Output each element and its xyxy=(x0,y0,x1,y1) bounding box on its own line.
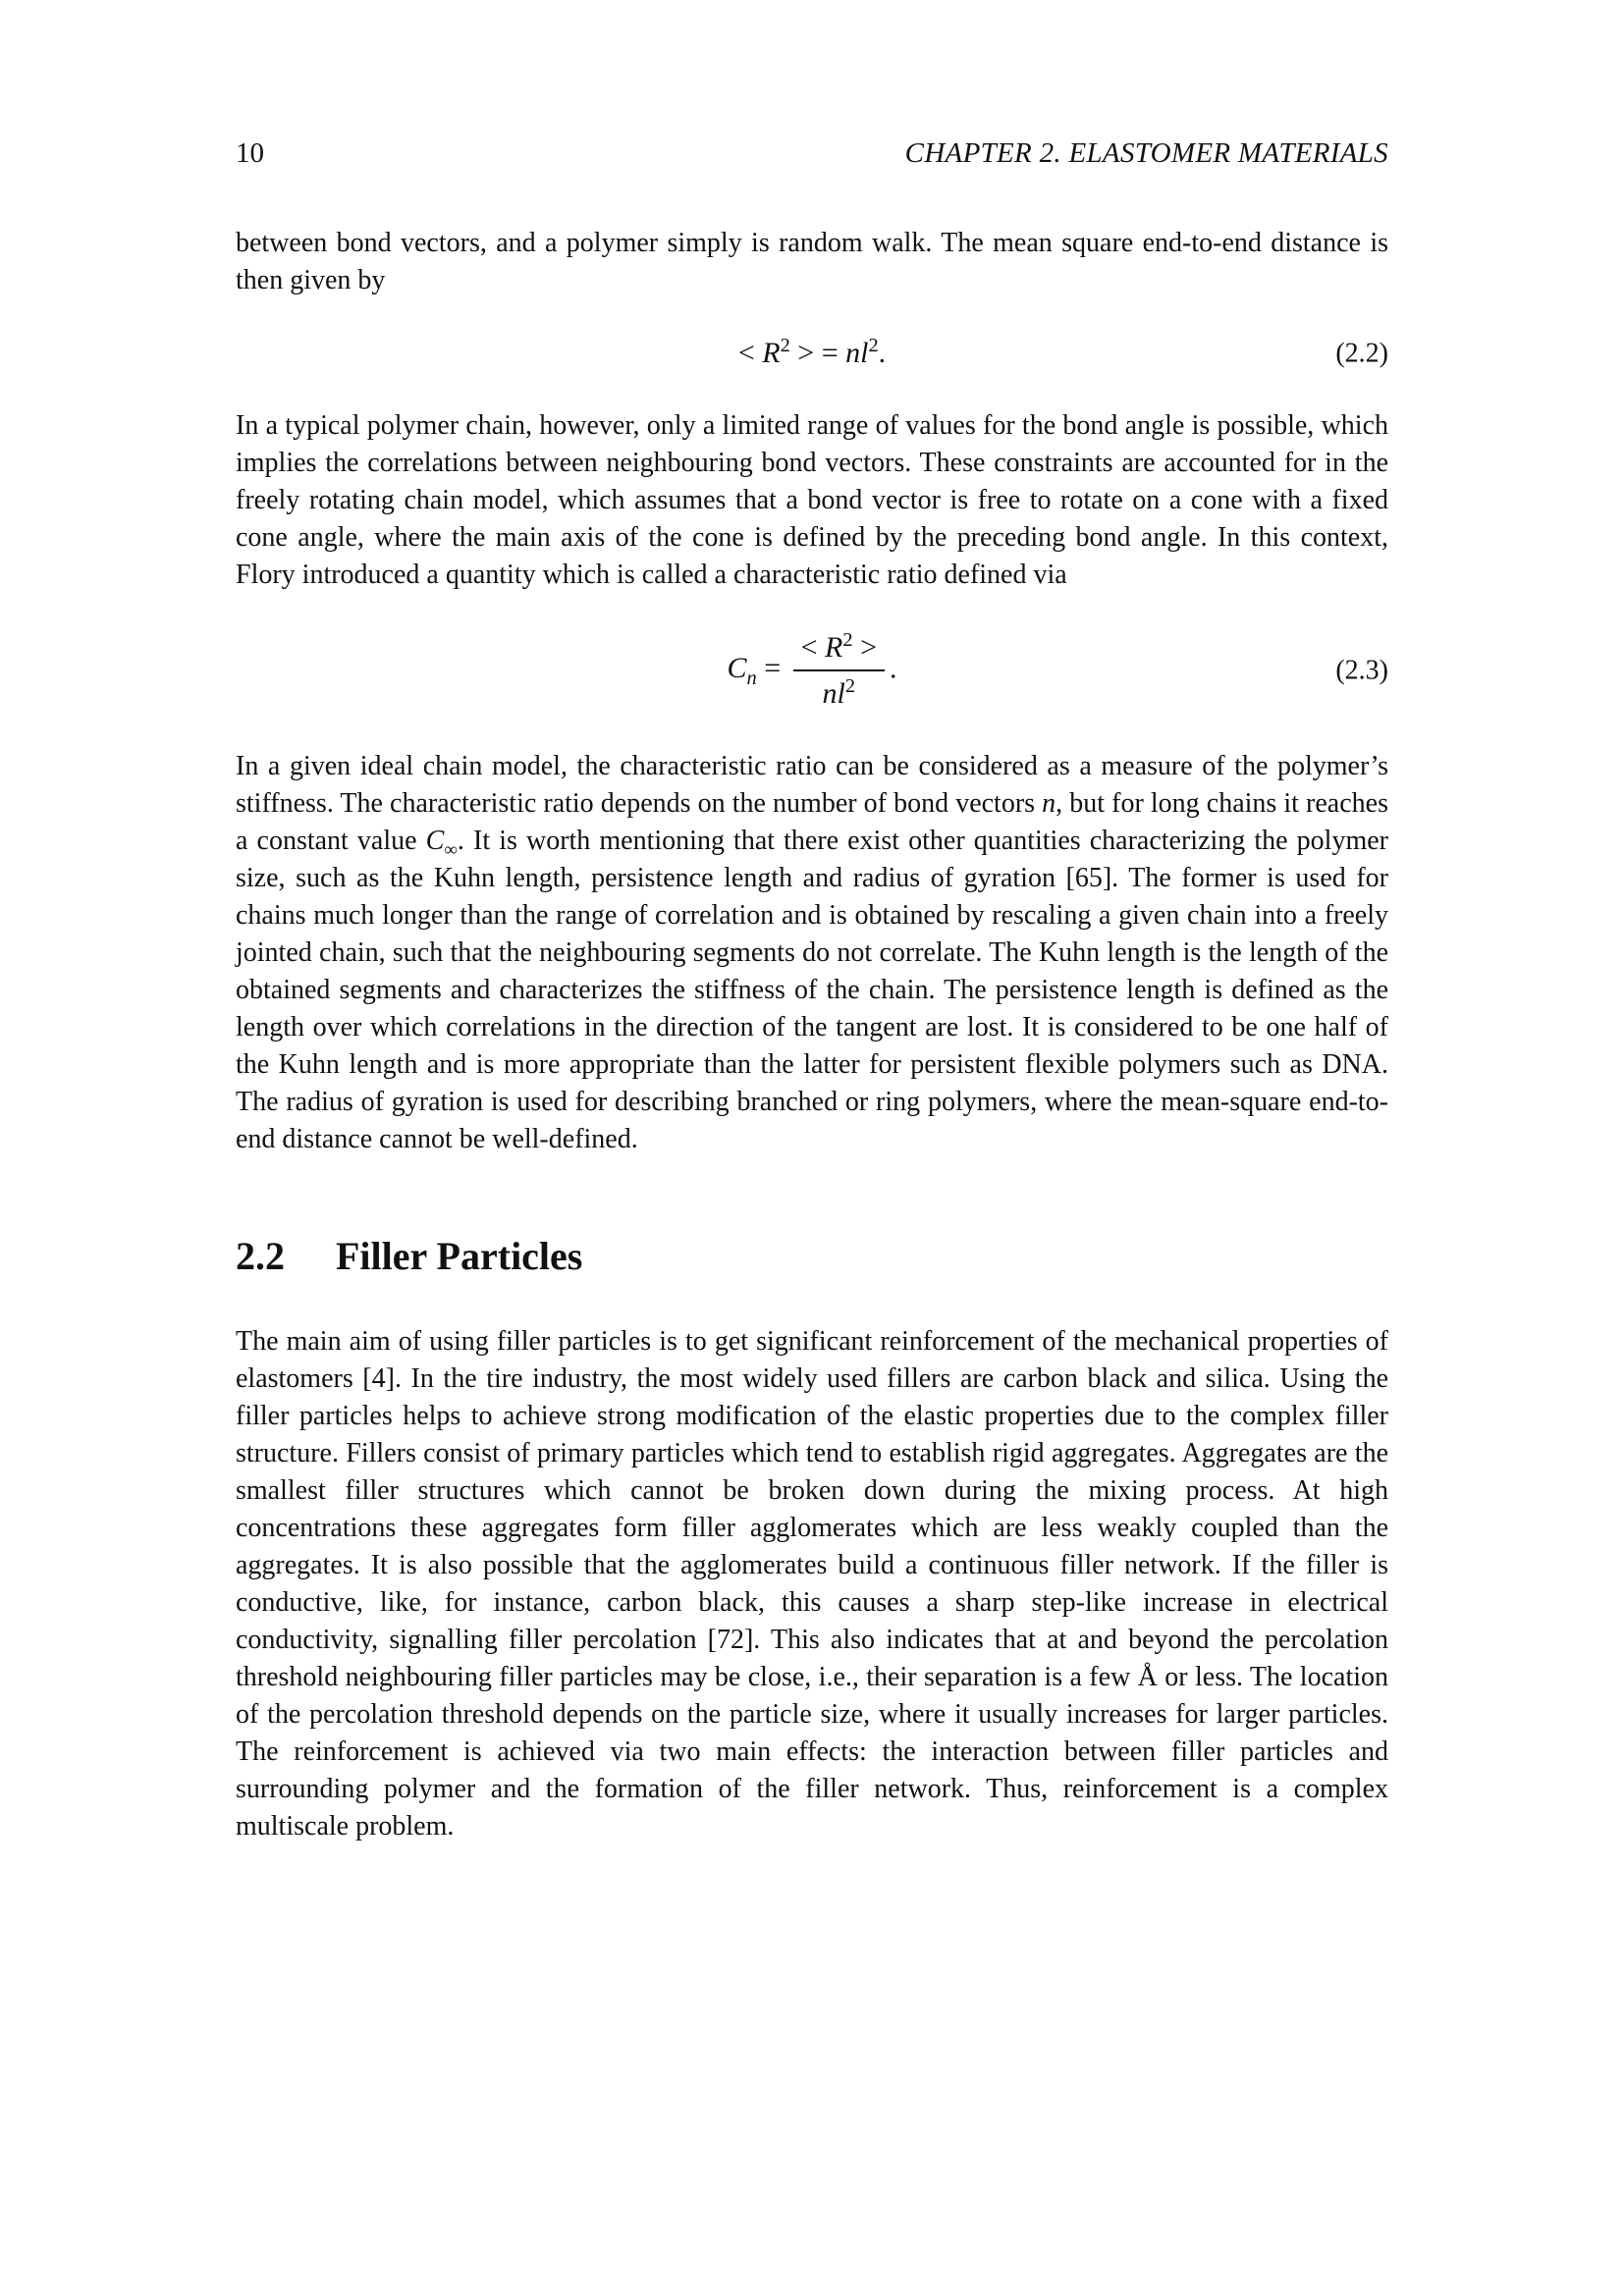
page-header xyxy=(236,137,1388,170)
paragraph-freely-rotating-chain: In a typical polymer chain, however, only a limited range of values for the bond angle is possible, which implies the correlations between neighbouring bond vectors. These constraints are accounted for in the freely rotating chain model, which assumes that a bond vector is free to rotate on a cone with a fixed cone angle, where the main axis of the cone is defined by the preceding bond angle. In this context, Flory introduced a quantity which is called a characteristic ratio defined via xyxy=(236,409,1388,590)
fraction xyxy=(793,629,885,713)
paragraph-filler-particles: The main aim of using filler particles is to get significant reinforcement of the mechanical properties of elastomers [4]. In the tire industry, the most widely used fillers are carbon black and silica. Using the filler particles helps to achieve strong modification of the elastic properties due to the complex filler structure. Fillers consist of primary particles which tend to establish rigid aggregates. Aggregates are the smallest filler structures which cannot be broken down during the mixing process. At high concentrations these aggregates form filler agglomerates which are less weakly coupled than the aggregates. It is also possible that the agglomerates build a continuous filler network. If the filler is conductive, like, for instance, carbon black, this causes a sharp step-like increase in electrical conductivity, signalling filler percolation [72]. This also indicates that at and beyond the percolation threshold neighbouring filler particles may be close, i.e., their separation is a few Å or less. The location of the percolation threshold depends on the particle size, where it usually increases for larger particles. The reinforcement is achieved via two main effects: the interaction between filler particles and surrounding polymer and the formation of the filler network. Thus, reinforcement is a complex multiscale problem. xyxy=(236,1325,1388,1842)
page-number: 10 xyxy=(236,137,264,169)
fraction-numerator: < $R^2$ > xyxy=(793,629,885,672)
section-title: Filler Particles xyxy=(336,1233,583,1278)
equation-2-3-number: (2.3) xyxy=(1335,655,1388,686)
paragraph-intro: between bond vectors, and a polymer simply is random walk. The mean square end-to-end distance is then given by xyxy=(236,228,1388,295)
page-body xyxy=(236,225,1388,1845)
equation-2-2 xyxy=(236,335,1388,372)
equation-2-3 xyxy=(236,629,1388,713)
paragraph-characteristic-ratio: In a given ideal chain model, the characteristic ratio can be considered as a measure of the polymer’s stiffness. The characteristic ratio depends on the number of bond vectors n, but for long chains it reaches a constant value $C_\infty$. It is worth mentioning that there exist other quantities characterizing the polymer size, such as the Kuhn length, persistence length and radius of gyration [65]. The former is used for chains much longer than the range of correlation and is obtained by rescaling a given chain into a freely jointed chain, such that the neighbouring segments do not correlate. The Kuhn length is the length of the obtained segments and characterizes the stiffness of the chain. The persistence length is defined as the length over which correlations in the direction of the tangent are lost. It is considered to be one half of the Kuhn length and is more appropriate than the latter for persistent flexible polymers such as DNA. The radius of gyration is used for describing branched or ring polymers, where the mean-square end-to-end distance cannot be well-defined. xyxy=(236,750,1388,1154)
equation-2-2-body: < $R^2$ > = $nl^2$. xyxy=(737,335,887,369)
section-number: 2.2 xyxy=(236,1233,285,1278)
running-header: CHAPTER 2. ELASTOMER MATERIALS xyxy=(904,137,1388,169)
equation-2-3-body xyxy=(727,629,896,713)
equation-2-2-number: (2.2) xyxy=(1335,338,1388,369)
equation-2-3-rhs: . xyxy=(890,651,897,684)
fraction-denominator: $nl^2$ xyxy=(822,675,856,710)
section-heading xyxy=(236,1235,1388,1278)
equation-2-3-lhs: $C_n$ = xyxy=(727,651,788,689)
